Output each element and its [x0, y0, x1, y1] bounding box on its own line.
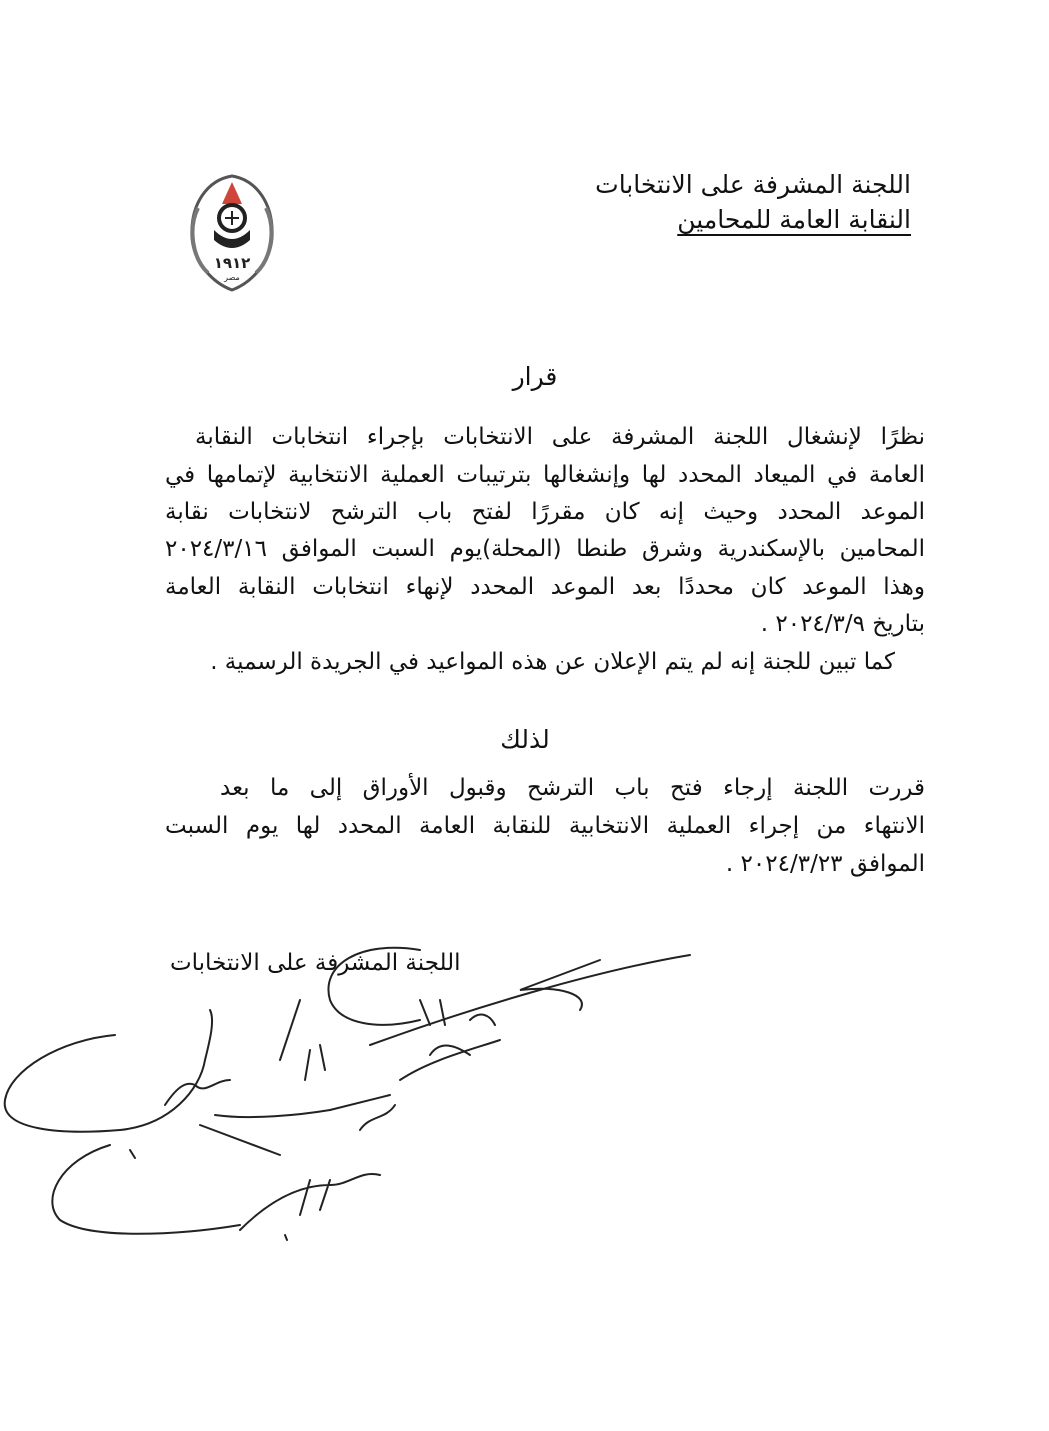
- syndicate-name: النقابة العامة للمحامين: [677, 205, 911, 234]
- body-line: وهذا الموعد كان محددًا بعد الموعد المحدد لإنهاء انتخابات النقابة العامة: [165, 574, 925, 600]
- signature-label: اللجنة المشرفة على الانتخابات: [170, 950, 461, 976]
- svg-text:مصر: مصر: [224, 273, 240, 282]
- body-line: نظرًا لإنشغال اللجنة المشرفة على الانتخابات بإجراء انتخابات النقابة: [195, 424, 925, 450]
- body-line: المحامين بالإسكندرية وشرق طنطا (المحلة)يوم السبت الموافق ٢٠٢٤/٣/١٦: [165, 536, 925, 562]
- svg-text:١٩١٢: ١٩١٢: [213, 254, 251, 272]
- handwritten-signatures: [0, 930, 720, 1250]
- therefore-heading: لذلك: [500, 725, 550, 754]
- document-title: قرار: [512, 362, 558, 391]
- body-line: العامة في الميعاد المحدد لها وإنشغالها بترتيبات العملية الانتخابية لإتمامها في: [165, 462, 925, 488]
- syndicate-logo: [178, 168, 286, 293]
- body-line: بتاريخ ٢٠٢٤/٣/٩ .: [760, 611, 925, 637]
- body-line: كما تبين للجنة إنه لم يتم الإعلان عن هذه المواعيد في الجريدة الرسمية .: [210, 649, 895, 675]
- decision-line: الانتهاء من إجراء العملية الانتخابية للنقابة العامة المحدد لها يوم السبت: [165, 813, 925, 839]
- body-line: الموعد المحدد وحيث إنه كان مقررًا لفتح باب الترشح لانتخابات نقابة: [165, 499, 925, 525]
- committee-name: اللجنة المشرفة على الانتخابات: [595, 170, 911, 199]
- decision-line: قررت اللجنة إرجاء فتح باب الترشح وقبول الأوراق إلى ما بعد: [220, 775, 925, 801]
- decision-line: الموافق ٢٠٢٤/٣/٢٣ .: [725, 851, 925, 877]
